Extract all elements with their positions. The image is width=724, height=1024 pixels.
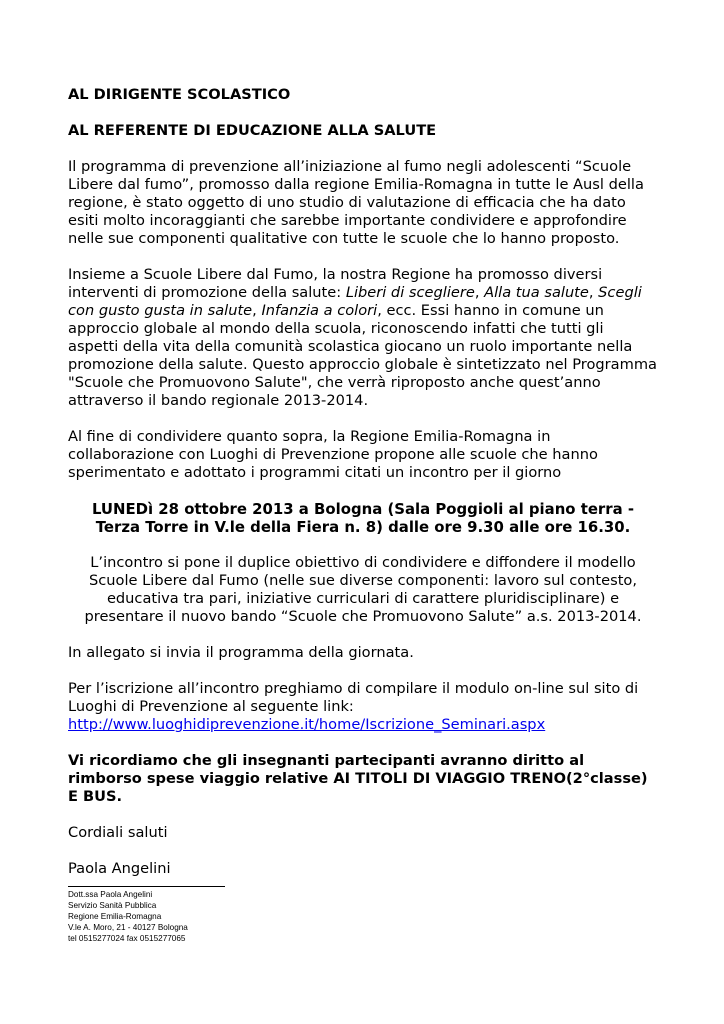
footer-region: Regione Emilia-Romagna bbox=[68, 912, 162, 921]
closing-greeting: Cordiali saluti bbox=[68, 824, 168, 841]
registration-link[interactable]: http://www.luoghidiprevenzione.it/home/Iscrizione_Seminari.aspx bbox=[68, 716, 546, 733]
footer-address: V.le A. Moro, 21 - 40127 Bologna bbox=[68, 923, 188, 932]
program-liberi-di-scegliere: Liberi di scegliere bbox=[345, 284, 475, 301]
event-details: LUNEDì 28 ottobre 2013 a Bologna (Sala Poggioli al piano terra - Terza Torre in V.le della Fiera n. 8) dalle ore 9.30 alle ore 16.30. bbox=[91, 500, 635, 536]
programs-text-before: Insieme a Scuole Libere dal Fumo, la nostra Regione ha promosso diversi interventi di promozione della salute: bbox=[68, 266, 603, 301]
separator: , bbox=[252, 302, 262, 319]
recipient-dirigente: AL DIRIGENTE SCOLASTICO bbox=[68, 86, 291, 103]
reimbursement-note: Vi ricordiamo che gli insegnanti partecipanti avranno diritto al rimborso spese viaggio relative AI TITOLI DI VIAGGIO TRENO(2°classe) E BUS. bbox=[68, 752, 648, 805]
registration-paragraph bbox=[68, 680, 658, 734]
program-alla-tua-salute: Alla tua salute bbox=[484, 284, 589, 301]
registration-text: Per l’iscrizione all’incontro preghiamo di compilare il modulo on-line sul sito di Luoghi di Prevenzione al seguente link: bbox=[68, 680, 639, 715]
sender-footer bbox=[68, 886, 368, 944]
objective-paragraph: L’incontro si pone il duplice obiettivo di condividere e diffondere il modello Scuole Libere dal Fumo (nelle sue diverse componenti: lavoro sul contesto, educativa tra pari, iniziative curriculari di carattere pluridisciplinare) e presentare il nuovo bando “Scuole che Promuovono Salute” a.s. 2013-2014. bbox=[84, 554, 642, 625]
separator: , bbox=[474, 284, 485, 301]
program-scegli-con-gusto: Scegli con gusto gusta in salute bbox=[68, 284, 642, 319]
footer-phone-fax: tel 0515277024 fax 0515277065 bbox=[68, 934, 186, 943]
separator: , bbox=[588, 284, 599, 301]
programs-text-after: , ecc. Essi hanno in comune un approccio globale al mondo della scuola, riconoscendo infatti che tutti gli aspetti della vita della comunità scolastica giocano un ruolo importante nella promozione della salute. Questo approccio globale è sintetizzato nel Programma "Scuole che Promuovono Salute", che verrà riproposto anche quest’anno attraverso il bando regionale 2013-2014. bbox=[68, 302, 657, 409]
recipient-referente: AL REFERENTE DI EDUCAZIONE ALLA SALUTE bbox=[68, 122, 437, 139]
footer-name: Dott.ssa Paola Angelini bbox=[68, 890, 153, 899]
programs-paragraph bbox=[68, 266, 658, 410]
letter-body bbox=[68, 86, 658, 878]
meeting-paragraph: Al fine di condividere quanto sopra, la Regione Emilia-Romagna in collaborazione con Luoghi di Prevenzione propone alle scuole che hanno sperimentato e adottato i programmi citati un incontro per il giorno bbox=[68, 428, 598, 481]
intro-paragraph: Il programma di prevenzione all’iniziazione al fumo negli adolescenti “Scuole Libere dal fumo”, promosso dalla regione Emilia-Romagna in tutte le Ausl della regione, è stato oggetto di uno studio di valutazione di efficacia che ha dato esiti molto incoraggianti che sarebbe importante condividere e approfondire nelle sue componenti qualitative con tutte le scuole che lo hanno proposto. bbox=[68, 158, 644, 247]
footer-service: Servizio Sanità Pubblica bbox=[68, 901, 157, 910]
attachment-note: In allegato si invia il programma della giornata. bbox=[68, 644, 414, 661]
signature-name: Paola Angelini bbox=[68, 860, 171, 877]
footer-divider bbox=[68, 886, 225, 887]
program-infanzia-a-colori: Infanzia a colori bbox=[261, 302, 378, 319]
